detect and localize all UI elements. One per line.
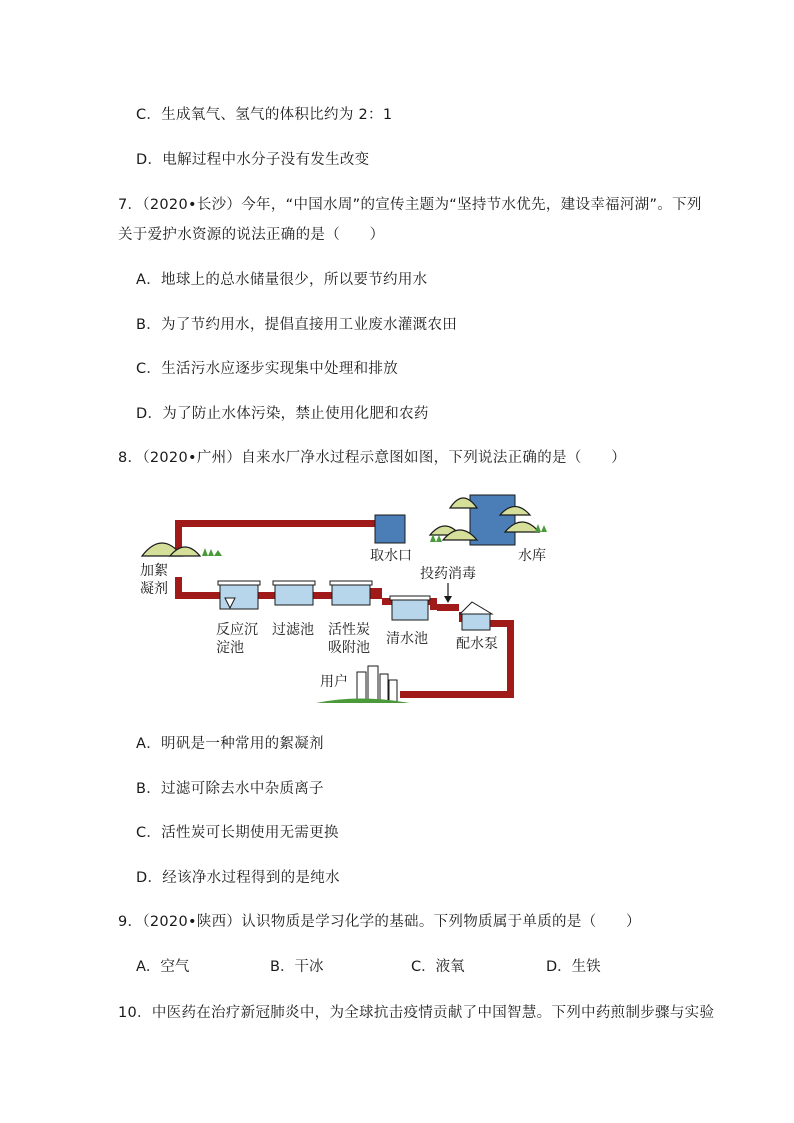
intake-box bbox=[375, 515, 405, 543]
question-8-stem: 8．（2020•广州）自来水厂净水过程示意图如图，下列说法正确的是（ ） bbox=[118, 450, 627, 466]
clear-water-tank-label: 清水池 bbox=[386, 631, 428, 647]
intake-label: 取水口 bbox=[370, 548, 412, 564]
question-8-option-d: D．经该净水过程得到的是纯水 bbox=[136, 870, 340, 886]
question-7-option-c: C．生活污水应逐步实现集中处理和排放 bbox=[136, 361, 399, 377]
question-10-stem: 10．中医药在治疗新冠肺炎中，为全球抗击疫情贡献了中国智慧。下列中药煎制步骤与实验 bbox=[118, 1005, 715, 1021]
carbon-tank-icon bbox=[330, 581, 372, 605]
filter-tank-label: 过滤池 bbox=[272, 622, 314, 638]
carbon-tank-label-1: 活性炭 bbox=[328, 622, 370, 638]
question-9-stem: 9．（2020•陕西）认识物质是学习化学的基础。下列物质属于单质的是（ ） bbox=[118, 914, 641, 930]
reservoir-icon bbox=[430, 495, 547, 545]
coagulant-label-2: 凝剂 bbox=[140, 581, 168, 597]
clear-water-tank-icon bbox=[390, 596, 430, 620]
question-9-option-d: D．生铁 bbox=[546, 959, 601, 975]
settling-tank-label-2: 淀池 bbox=[216, 640, 244, 656]
coagulant-label-1: 加絮 bbox=[140, 563, 168, 579]
question-9-option-c: C．液氧 bbox=[411, 959, 465, 975]
settling-tank-icon bbox=[218, 581, 260, 609]
water-treatment-diagram bbox=[130, 480, 560, 710]
question-7-option-b: B．为了节约用水，提倡直接用工业废水灌溉农田 bbox=[136, 317, 458, 333]
settling-tank-label-1: 反应沉 bbox=[216, 622, 258, 638]
question-7-option-a: A．地球上的总水储量很少，所以要节约用水 bbox=[136, 272, 428, 288]
question-8-option-b: B．过滤可除去水中杂质离子 bbox=[136, 781, 324, 797]
pump-label: 配水泵 bbox=[456, 636, 498, 652]
filter-tank-icon bbox=[273, 581, 315, 605]
option-c-line: C．生成氧气、氢气的体积比约为 2：1 bbox=[136, 107, 393, 123]
question-7-option-d: D．为了防止水体污染，禁止使用化肥和农药 bbox=[136, 406, 429, 422]
question-9-option-b: B．干冰 bbox=[270, 959, 324, 975]
pump-icon bbox=[460, 602, 492, 630]
user-label: 用户 bbox=[320, 674, 348, 690]
question-7-stem: 7．（2020•长沙）今年，“中国水周”的宣传主题为“坚持节水优先，建设幸福河湖”。下列 bbox=[118, 197, 702, 213]
disinfect-label: 投药消毒 bbox=[420, 566, 476, 582]
carbon-tank-label-2: 吸附池 bbox=[328, 640, 370, 656]
question-7-stem-cont: 关于爱护水资源的说法正确的是（ ） bbox=[118, 227, 385, 243]
question-8-option-c: C．活性炭可长期使用无需更换 bbox=[136, 825, 339, 841]
question-9-option-a: A．空气 bbox=[136, 959, 190, 975]
disinfect-arrow-icon bbox=[444, 583, 452, 603]
reservoir-label: 水库 bbox=[518, 548, 546, 564]
option-d-line: D．电解过程中水分子没有发生改变 bbox=[136, 152, 370, 168]
question-8-option-a: A．明矾是一种常用的絮凝剂 bbox=[136, 736, 324, 752]
